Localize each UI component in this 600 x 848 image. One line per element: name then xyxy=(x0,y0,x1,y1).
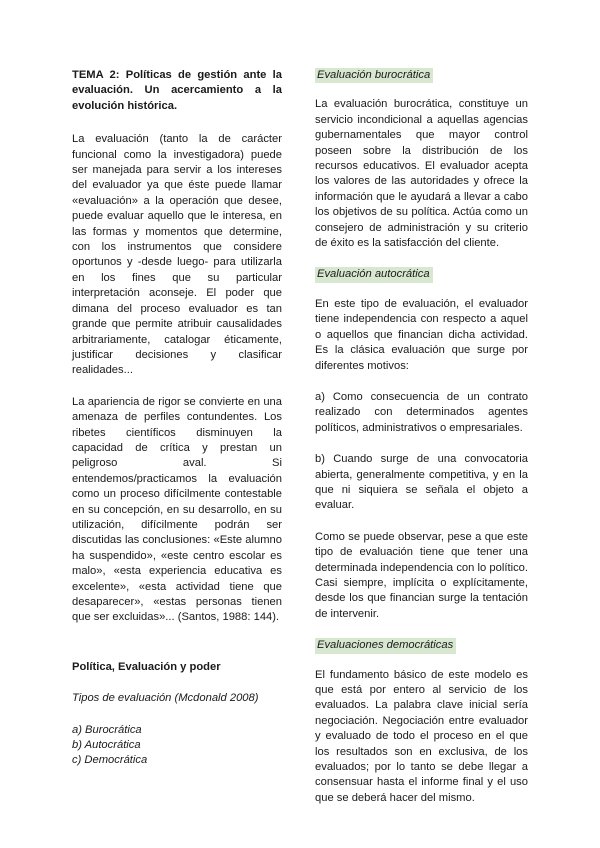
paragraph-autocratic-summary: Como se puede observar, pese a que este tipo de evaluación tiene que tener una determinada independencia con lo político. Casi siempre, implícita o explícitamente, desde los que financian surge la tentación de intervenir. xyxy=(315,530,528,620)
right-column xyxy=(315,68,528,806)
list-item: a) Burocrática xyxy=(72,723,142,736)
heading-autocratic: Evaluación autocrática xyxy=(315,267,433,282)
list-item: b) Autocrática xyxy=(72,739,141,752)
paragraph-democratic: El fundamento básico de este modelo es que está por entero al servicio de los evaluados. La palabra clave inicial sería negociación. Negociación entre evaluador y evaluado de todo el proceso en el que los resultados son en exclusiva, de los evaluados; por lo tanto se debe llegar a consensuar hasta el informe final y el uso que se deberá hacer del mismo. xyxy=(315,668,528,804)
paragraph-autocratic: En este tipo de evaluación, el evaluador tiene independencia con respecto a aquel o aquellos que financian dicha actividad. Es la clásica evaluación que surge por diferentes motivos: xyxy=(315,297,528,372)
heading-democratic: Evaluaciones democráticas xyxy=(315,638,456,653)
left-column xyxy=(72,68,282,769)
topic-title: TEMA 2: Políticas de gestión ante la evaluación. Un acercamiento a la evolución histórica. xyxy=(72,69,282,112)
section-title-politics: Política, Evaluación y poder xyxy=(72,660,221,673)
list-item: c) Democrática xyxy=(72,754,148,767)
paragraph-evaluation-power: La evaluación (tanto la de carácter funcional como la investigadora) puede ser manejada para servir a los intereses del evaluador ya que éste puede llamar «evaluación» a la operación que desee, puede evaluar aquello que le interesa, en las formas y momentos que determine, con los instrumentos que considere oportunos y -desde luego- para utilizarla en los fines que su particular interpretación aconseje. El poder que dimana del proceso evaluador es tan grande que permite atribuir causalidades arbitrariamente, catalogar éticamente, justificar decisiones y clasificar realidades... xyxy=(72,133,282,377)
heading-bureaucratic: Evaluación burocrática xyxy=(315,68,433,83)
paragraph-bureaucratic: La evaluación burocrática, constituye un servicio incondicional a aquellas agencias gubernamentales que mayor control poseen sobre la distribución de los recursos educativos. El evaluador acepta los valores de las autoridades y ofrece la información que le ayudará a llevar a cabo los objetivos de su política. Actúa como un consejero de administración y su criterio de éxito es la satisfacción del cliente. xyxy=(315,98,528,250)
paragraph-appearance-of-rigor: La apariencia de rigor se convierte en una amenaza de perfiles contundentes. Los ribetes científicos disminuyen la capacidad de crítica y prestan un peligroso aval. Si entendemos/practicamos la evaluación como un proceso difícilmente contestable en su concepción, en su desarrollo, en su utilización, difícilmente podrán ser discutidas las conclusiones: «Este alumno ha suspendido», «este centro escolar es malo», «esta experiencia educativa es excelente», «esta actividad tiene que desaparecer», «estas personas tienen que ser excluidas»... (Santos, 1988: 144). xyxy=(72,395,282,624)
paragraph-autocratic-a: a) Como consecuencia de un contrato realizado con determinados agentes políticos, administrativos o empresariales. xyxy=(315,390,528,434)
paragraph-autocratic-b: b) Cuando surge de una convocatoria abierta, generalmente competitiva, y en la que ni siquiera se señala el objeto a evaluar. xyxy=(315,453,528,512)
types-title: Tipos de evaluación (Mcdonald 2008) xyxy=(72,692,259,705)
types-list xyxy=(72,723,282,769)
